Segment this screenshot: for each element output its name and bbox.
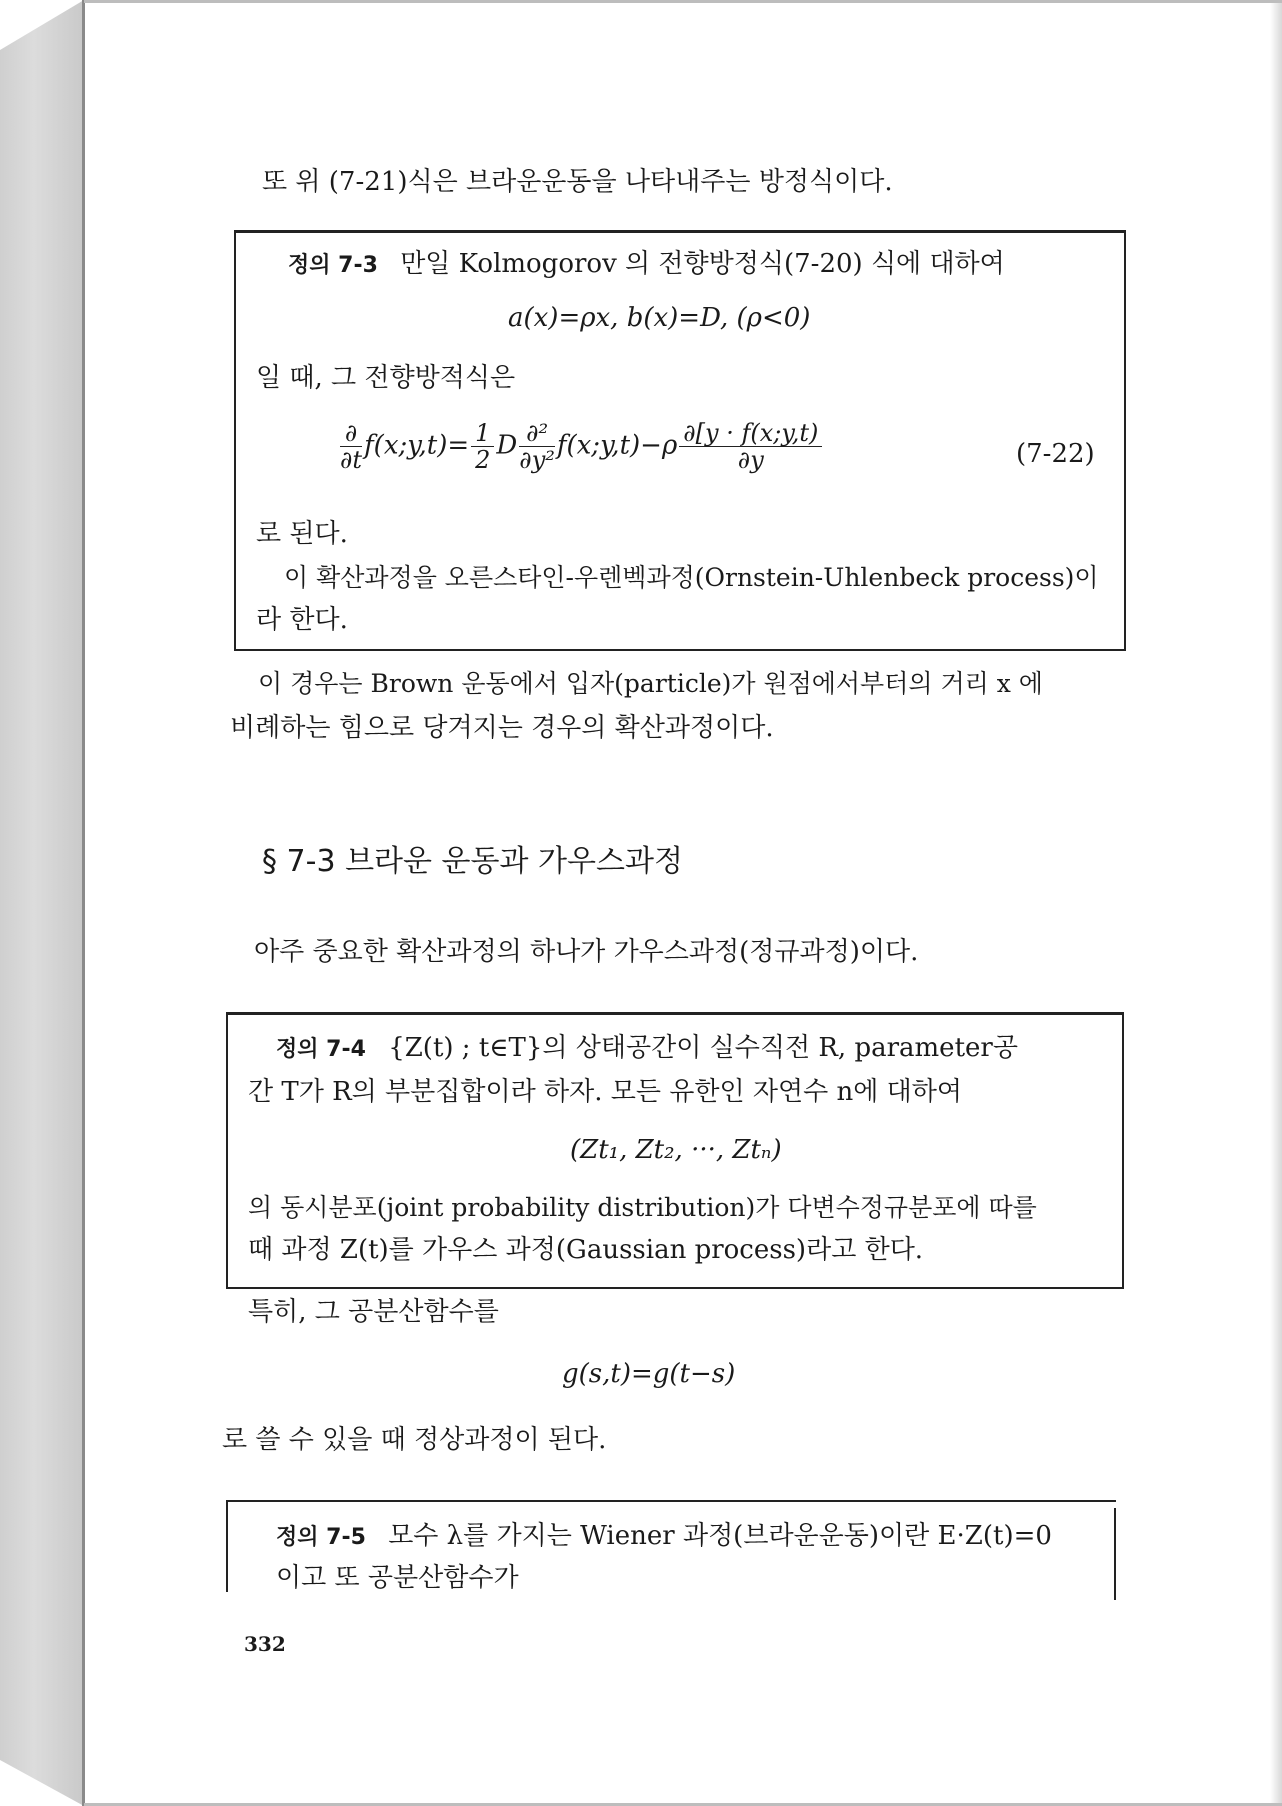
equation-number: (7-22) <box>1016 439 1095 469</box>
definition-line: 이고 또 공분산함수가 <box>276 1563 519 1593</box>
equation-term: f(x;y,t)−ρ <box>556 430 678 461</box>
paragraph-line: 이 경우는 Brown 운동에서 입자(particle)가 원점에서부터의 거리 x 에 <box>258 669 1043 698</box>
paragraph-line: 비례하는 힘으로 당겨지는 경우의 확산과정이다. <box>230 713 774 743</box>
definition-line: 일 때, 그 전향방적식은 <box>256 363 516 393</box>
paragraph-line: 아주 중요한 확산과정의 하나가 가우스과정(정규과정)이다. <box>254 937 919 967</box>
definition-line: 만일 Kolmogorov 의 전향방정식(7-20) 식에 대하여 <box>400 249 1005 279</box>
definition-7-5-top-border <box>226 1500 1116 1502</box>
paragraph-line: 로 쓸 수 있을 때 정상과정이 된다. <box>222 1425 607 1455</box>
definition-label: 정의 7-4 <box>276 1037 366 1062</box>
definition-line: 때 과정 Z(t)를 가우스 과정(Gaussian process)라고 한다. <box>248 1235 924 1265</box>
definition-7-5-right-border <box>1114 1508 1116 1600</box>
half-fraction: $\frac{1}{2}$ <box>471 420 494 473</box>
equation-7-22 <box>338 420 824 473</box>
section-title: § 7-3 브라운 운동과 가우스과정 <box>262 844 683 879</box>
equation-term: D <box>496 430 518 461</box>
definition-line: 이 확산과정을 오른스타인-우렌벡과정(Ornstein-Uhlenbeck process)이 <box>284 563 1099 592</box>
spine-edge <box>82 0 85 1806</box>
definition-label: 정의 7-3 <box>288 253 378 278</box>
paragraph-line: 특히, 그 공분산함수를 <box>248 1297 499 1327</box>
intro-line: 또 위 (7-21)식은 브라운운동을 나타내주는 방정식이다. <box>262 167 893 197</box>
definition-line: 간 T가 R의 부분집합이라 하자. 모든 유한인 자연수 n에 대하여 <box>248 1077 962 1107</box>
definition-formula: a(x)=ρx, b(x)=D, (ρ<0) <box>508 303 811 333</box>
drift-fraction: $\frac{\partial[y \cdot f(x;y,t)}{\partial y}$ <box>679 420 822 473</box>
definition-line: 로 된다. <box>256 519 348 549</box>
definition-label: 정의 7-5 <box>276 1525 366 1550</box>
definition-7-5-left-border <box>226 1500 228 1592</box>
top-edge <box>84 0 1282 3</box>
covariance-formula: g(s,t)=g(t−s) <box>562 1359 736 1389</box>
page-number: 332 <box>244 1632 286 1656</box>
page-edge-shadow <box>1270 0 1282 1806</box>
definition-line: 라 한다. <box>256 605 348 635</box>
partial-fraction: $\frac{\partial}{\partial t}$ <box>340 419 363 474</box>
definition-line: 모수 λ를 가지는 Wiener 과정(브라운운동)이란 E·Z(t)=0 <box>388 1521 1052 1551</box>
definition-7-5-text <box>276 1520 1052 1554</box>
book-spine <box>0 0 84 1806</box>
definition-formula: (Zt₁, Zt₂, ···, Ztₙ) <box>570 1135 782 1165</box>
definition-7-3-text <box>288 248 1005 282</box>
definition-line: 의 동시분포(joint probability distribution)가 다변수정규분포에 따를 <box>248 1193 1037 1222</box>
definition-7-4-text <box>276 1032 1018 1066</box>
equation-term: f(x;y,t)= <box>364 430 470 461</box>
second-derivative-fraction: $\frac{\text{∂²}}{\text{∂y²}}$ <box>519 419 555 474</box>
definition-line: {Z(t) ; t∈T}의 상태공간이 실수직전 R, parameter공 <box>388 1033 1018 1063</box>
